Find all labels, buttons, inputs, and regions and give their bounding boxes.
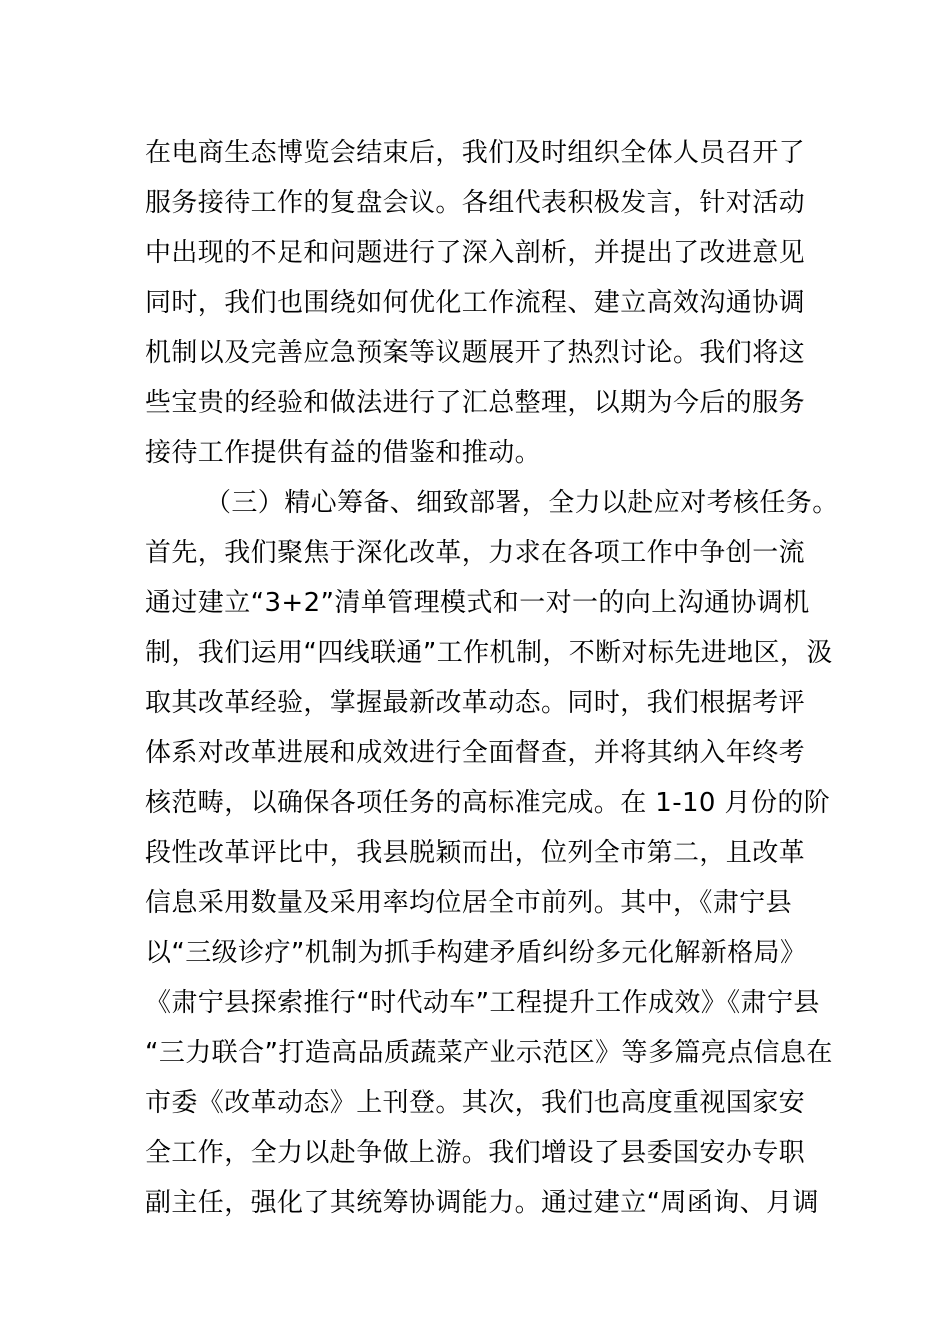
section-heading-line: （三）精心筹备、细致部署，全力以赴应对考核任务。 [205, 488, 839, 518]
text-line: 制，我们运用“四线联通”工作机制，不断对标先进地区，汲 [145, 638, 833, 668]
text-line: 取其改革经验，掌握最新改革动态。同时，我们根据考评 [145, 688, 806, 718]
text-line: 核范畴，以确保各项任务的高标准完成。在 1-10 月份的阶 [145, 788, 831, 818]
text-line: 段性改革评比中，我县脱颖而出，位列全市第二，且改革 [145, 838, 806, 868]
text-line: 服务接待工作的复盘会议。各组代表积极发言，针对活动 [145, 188, 806, 218]
text-line: 首先，我们聚焦于深化改革，力求在各项工作中争创一流 [145, 538, 806, 568]
text-line: 中出现的不足和问题进行了深入剖析，并提出了改进意见 [145, 238, 806, 268]
text-line: 市委《改革动态》上刊登。其次，我们也高度重视国家安 [145, 1088, 806, 1118]
text-line: 机制以及完善应急预案等议题展开了热烈讨论。我们将这 [145, 338, 806, 368]
text-line: 通过建立“3+2”清单管理模式和一对一的向上沟通协调机 [145, 588, 810, 618]
text-line: 副主任，强化了其统筹协调能力。通过建立“周函询、月调 [145, 1188, 819, 1218]
text-line: “三力联合”打造高品质蔬菜产业示范区》等多篇亮点信息在 [145, 1038, 833, 1068]
text-line: 体系对改革进展和成效进行全面督查，并将其纳入年终考 [145, 738, 806, 768]
text-line: 以“三级诊疗”机制为抓手构建矛盾纠纷多元化解新格局》 [145, 938, 807, 968]
text-line: 接待工作提供有益的借鉴和推动。 [145, 438, 542, 468]
text-line: 全工作，全力以赴争做上游。我们增设了县委国安办专职 [145, 1138, 806, 1168]
text-line: 些宝贵的经验和做法进行了汇总整理，以期为今后的服务 [145, 388, 806, 418]
text-line: 信息采用数量及采用率均位居全市前列。其中，《肃宁县 [145, 888, 793, 918]
text-line: 在电商生态博览会结束后，我们及时组织全体人员召开了 [145, 138, 806, 168]
text-line: 同时，我们也围绕如何优化工作流程、建立高效沟通协调 [145, 288, 806, 318]
document-body [145, 128, 845, 1228]
text-line: 《肃宁县探索推行“时代动车”工程提升工作成效》《肃宁县 [145, 988, 820, 1018]
